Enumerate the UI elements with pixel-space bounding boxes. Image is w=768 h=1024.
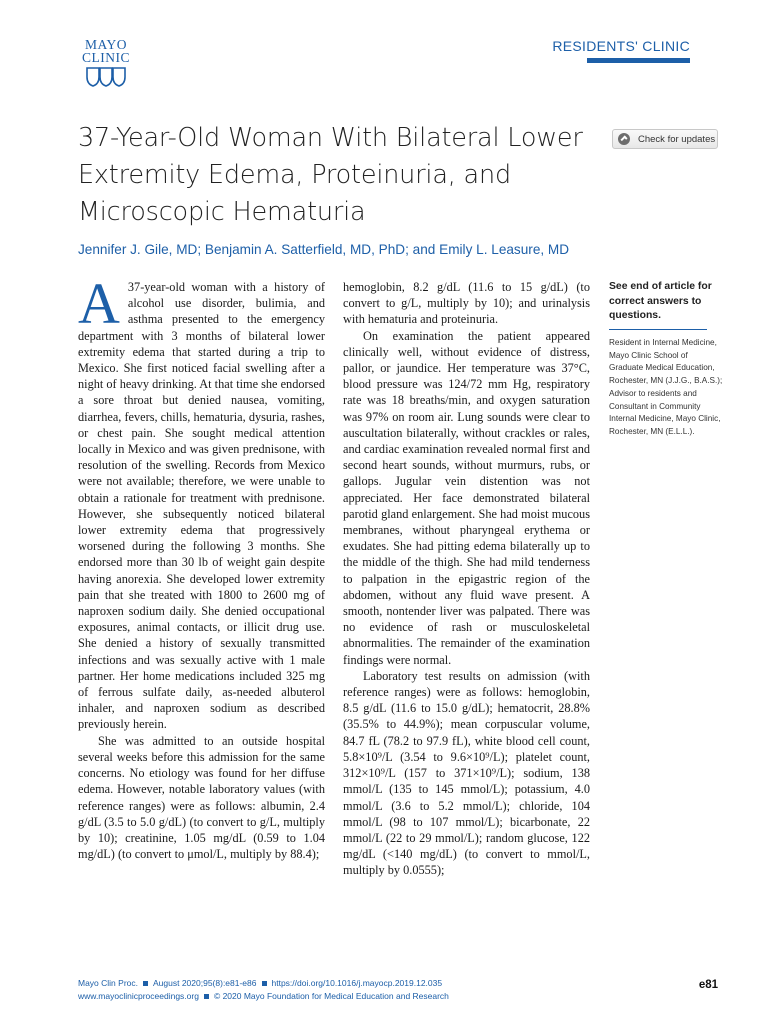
paragraph: Laboratory test results on admission (with reference ranges) were as follows: hemoglobin, 8.5 g/dL (11.6 to 15.0 g/dL); hematocrit, 28.8% (35.5% to 44.9%); mean corpuscular volume, 84.7 fL (78.2 to 97.9 fL), white blood cell count, 5.8×10⁹/L (3.54 to 9.6×10⁹/L); platelet count, 312×10⁹/L (157 to 371×10⁹/L); sodium, 138 mmol/L (135 to 145 mmol/L); potassium, 4.0 mmol/L (3.6 to 5.2 mmol/L); chloride, 104 mmol/L (98 to 107 mmol/L); bicarbonate, 22 mmol/L (22 to 29 mmol/L); random glucose, 122 mg/dL (<140 mg/dL) (to convert to mmol/L, multiply by 0.0555); bbox=[343, 668, 590, 878]
issue-info: August 2020;95(8):e81-e86 bbox=[153, 978, 257, 988]
copyright: © 2020 Mayo Foundation for Medical Education and Research bbox=[213, 991, 449, 1001]
body-column-2 bbox=[343, 279, 590, 879]
check-for-updates-label: Check for updates bbox=[638, 133, 716, 145]
paragraph: On examination the patient appeared clinically well, without evidence of distress, pallor, or jaundice. Her temperature was 37°C, blood pressure was 124/72 mm Hg, respiratory rate was 18 breaths/min, and oxygen saturation was 97% on room air. Lung sounds were clear to auscultation bilaterally, without crackles or rales, and cardiac examination revealed normal first and second heart sounds, without murmurs, rubs, or gallops. Jugular vein distention was not appreciated. Her face demonstrated bilateral parotid gland enlargement. She had moist mucous membranes, without pharyngeal erythema or exudates. She had pitting edema bilaterally up to the middle of the thigh. She had mild tenderness to palpation in the epigastric region of the abdomen, without any fluid wave present. A smooth, nontender liver was palpated. There was no evidence of rash or musculoskeletal abnormalities. The remainder of the examination findings were normal. bbox=[343, 328, 590, 667]
journal-name: Mayo Clin Proc. bbox=[78, 978, 138, 988]
paragraph: She was admitted to an outside hospital several weeks before this admission for the same concerns. No etiology was found for her diffuse edema. However, notable laboratory values (with reference ranges) were as follows: albumin, 2.4 g/dL (3.5 to 5.0 g/dL) (to convert to g/L, multiply by 10); creatinine, 1.05 mg/dL (0.59 to 1.04 mg/dL) (to convert to μmol/L, multiply by 88.4); bbox=[78, 733, 325, 862]
footer bbox=[78, 977, 449, 1003]
bullet-square-icon bbox=[204, 994, 209, 999]
website-link[interactable]: www.mayoclinicproceedings.org bbox=[78, 991, 199, 1001]
bullet-square-icon bbox=[262, 981, 267, 986]
logo-line-1: MAYO bbox=[84, 37, 127, 52]
doi-link[interactable]: https://doi.org/10.1016/j.mayocp.2019.12.035 bbox=[271, 978, 443, 988]
drop-cap: A bbox=[78, 271, 120, 336]
paragraph: hemoglobin, 8.2 g/dL (11.6 to 15 g/dL) (to convert to g/L, multiply by 10); and urinalysis with hematuria and proteinuria. bbox=[343, 280, 590, 327]
body-column-1 bbox=[78, 271, 325, 862]
paragraph-text: 37-year-old woman with a history of alcohol use disorder, bulimia, and asthma presented to the emergency department with 3 months of bilateral lower extremity edema that started during a trip to Mexico. She first noticed facial swelling after a night of heavy drinking. At that time she endorsed a sore throat but denied nausea, vomiting, diarrhea, fevers, chills, hematuria, dysuria, rashes, or chest pain. She sought medical attention locally in Mexico and was given prednisone, with resolution of the swelling. Records from Mexico were not available; therefore, we were unable to obtain a rationale for treatment with prednisone. However, she subsequently noticed bilateral lower extremity edema that progressively worsened during the following 3 months. She endorsed more than 30 lb of weight gain despite having anorexia. She developed lower extremity pain that she treated with 1800 to 2600 mg of naproxen sodium daily. She denied occupational exposures, animal contacts, or illicit drug use. She denied a history of sexually transmitted infections and was sexually active with 1 male partner. Her home medications included 325 mg of ferrous sulfate daily, as-needed albuterol inhaler, and naproxen sodium as described previously herein. bbox=[78, 280, 325, 732]
author-affiliations: Resident in Internal Medicine, Mayo Clinic School of Graduate Medical Education, Rochester, MN (J.J.G., B.A.S.); Advisor to residents and Consultant in Community Internal Medicine, Mayo Clinic, Rochester, MN (E.L.L.). bbox=[609, 338, 723, 436]
page-number: e81 bbox=[698, 979, 718, 991]
paragraph bbox=[78, 271, 325, 733]
sidebar-rule bbox=[609, 329, 707, 330]
footer-line-1 bbox=[78, 977, 449, 990]
section-rule bbox=[587, 58, 690, 63]
update-check-icon bbox=[618, 133, 630, 145]
logo-line-2: CLINIC bbox=[82, 50, 130, 65]
section-label: RESIDENTS' CLINIC bbox=[552, 38, 690, 54]
shield-icon bbox=[84, 66, 128, 88]
article-title: 37-Year-Old Woman With Bilateral Lower Extremity Edema, Proteinuria, and Microscopic Hematuria bbox=[78, 123, 583, 227]
check-for-updates-button[interactable] bbox=[612, 129, 718, 149]
author-list[interactable]: Jennifer J. Gile, MD; Benjamin A. Satterfield, MD, PhD; and Emily L. Leasure, MD bbox=[78, 242, 570, 257]
bullet-square-icon bbox=[143, 981, 148, 986]
answers-note: See end of article for correct answers to questions. bbox=[609, 281, 712, 321]
mayo-clinic-logo bbox=[78, 38, 134, 88]
footer-line-2 bbox=[78, 990, 449, 1003]
